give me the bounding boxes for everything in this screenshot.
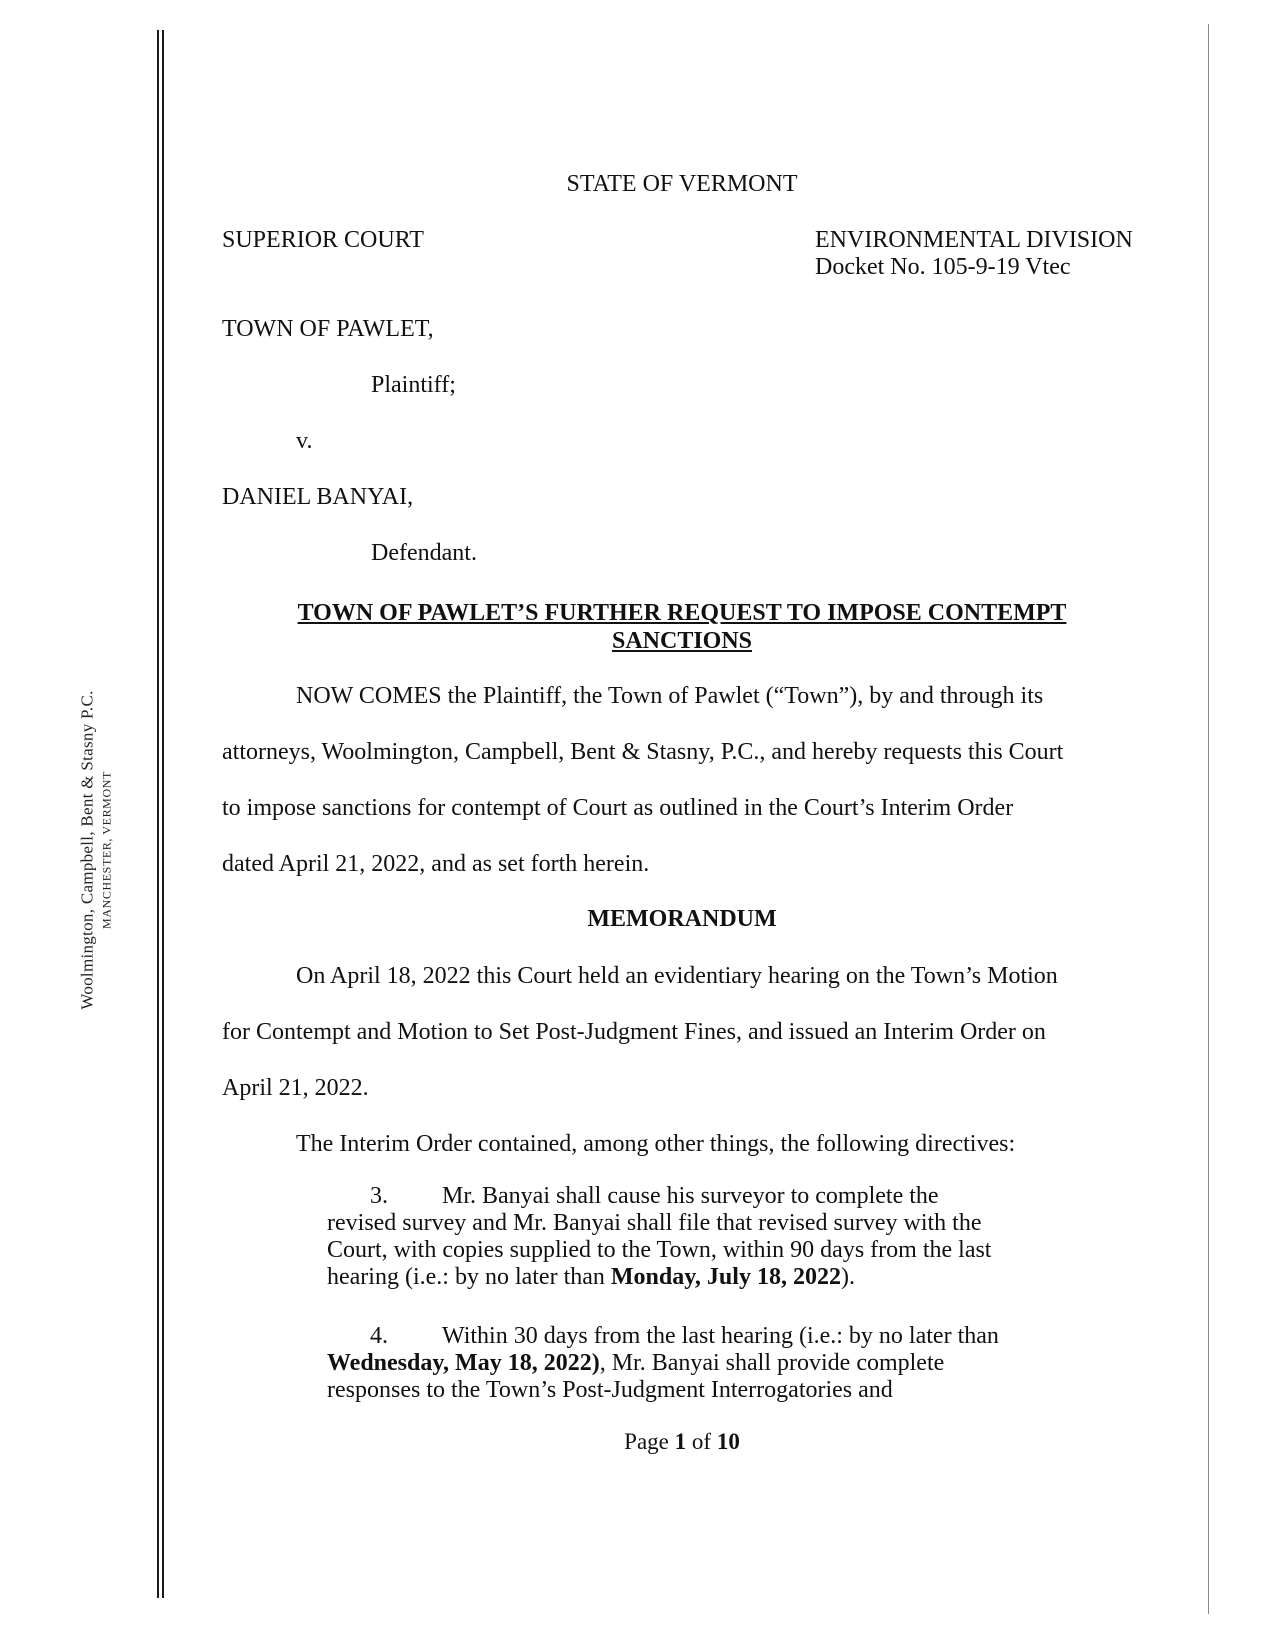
plaintiff-name: TOWN OF PAWLET, — [222, 316, 434, 342]
court-name: SUPERIOR COURT — [222, 227, 424, 253]
directive-text: ). — [840, 1264, 855, 1290]
division-name: ENVIRONMENTAL DIVISION — [815, 227, 1133, 253]
directive-text: responses to the Town’s Post-Judgment Interrogatories and — [327, 1377, 893, 1403]
document-title — [222, 599, 1142, 655]
page-total: 10 — [716, 1429, 740, 1454]
right-margin-rule — [1208, 24, 1209, 1614]
page-word: Page — [624, 1429, 669, 1454]
directive-text: Court, with copies supplied to the Town, within 90 days from the last — [327, 1237, 992, 1263]
deadline-date: Wednesday, May 18, 2022) — [327, 1350, 600, 1376]
title-line-2: SANCTIONS — [611, 628, 753, 654]
directive-number: 3. — [370, 1183, 388, 1209]
left-margin-rule — [157, 30, 159, 1598]
versus: v. — [296, 428, 313, 454]
intro-line-3: to impose sanctions for contempt of Court as outlined in the Court’s Interim Order — [222, 795, 1014, 821]
intro-line-2: attorneys, Woolmington, Campbell, Bent & Stasny, P.C., and hereby requests this Court — [222, 739, 1064, 765]
firm-sidebar — [78, 690, 115, 1009]
deadline-date: Monday, July 18, 2022 — [610, 1264, 841, 1290]
firm-name: Woolmington, Campbell, Bent & Stasny P.C. — [77, 690, 97, 1010]
memo-directives-intro: The Interim Order contained, among other things, the following directives: — [296, 1131, 1016, 1157]
memo-line-2: for Contempt and Motion to Set Post-Judgment Fines, and issued an Interim Order on — [222, 1019, 1046, 1045]
of-word: of — [691, 1429, 712, 1454]
left-margin-rule-inner — [162, 30, 164, 1598]
intro-line-1: NOW COMES the Plaintiff, the Town of Pawlet (“Town”), by and through its — [296, 683, 1044, 709]
directive-number: 4. — [370, 1323, 388, 1349]
firm-location: MANCHESTER, VERMONT — [99, 771, 114, 929]
memo-line-3: April 21, 2022. — [222, 1075, 369, 1101]
defendant-role: Defendant. — [371, 540, 477, 566]
title-line-1: TOWN OF PAWLET’S FURTHER REQUEST TO IMPOSE CONTEMPT — [297, 600, 1067, 626]
memorandum-heading: MEMORANDUM — [587, 906, 777, 932]
directive-4 — [327, 1323, 1107, 1404]
page-number: 1 — [674, 1429, 687, 1454]
directive-text: hearing (i.e.: by no later than — [327, 1264, 611, 1290]
intro-line-4: dated April 21, 2022, and as set forth herein. — [222, 851, 650, 877]
directive-3 — [327, 1183, 1107, 1291]
directive-text: revised survey and Mr. Banyai shall file that revised survey with the — [327, 1210, 982, 1236]
docket-number: Docket No. 105-9-19 Vtec — [815, 254, 1071, 280]
directive-text: , Mr. Banyai shall provide complete — [599, 1350, 945, 1376]
directive-text: Mr. Banyai shall cause his surveyor to complete the — [442, 1183, 939, 1209]
page-footer — [222, 1429, 1142, 1455]
plaintiff-role: Plaintiff; — [371, 372, 456, 398]
defendant-name: DANIEL BANYAI, — [222, 484, 414, 510]
directive-text: Within 30 days from the last hearing (i.e.: by no later than — [442, 1323, 999, 1349]
state-heading: STATE OF VERMONT — [566, 171, 798, 197]
memo-line-1: On April 18, 2022 this Court held an evidentiary hearing on the Town’s Motion — [296, 963, 1058, 989]
